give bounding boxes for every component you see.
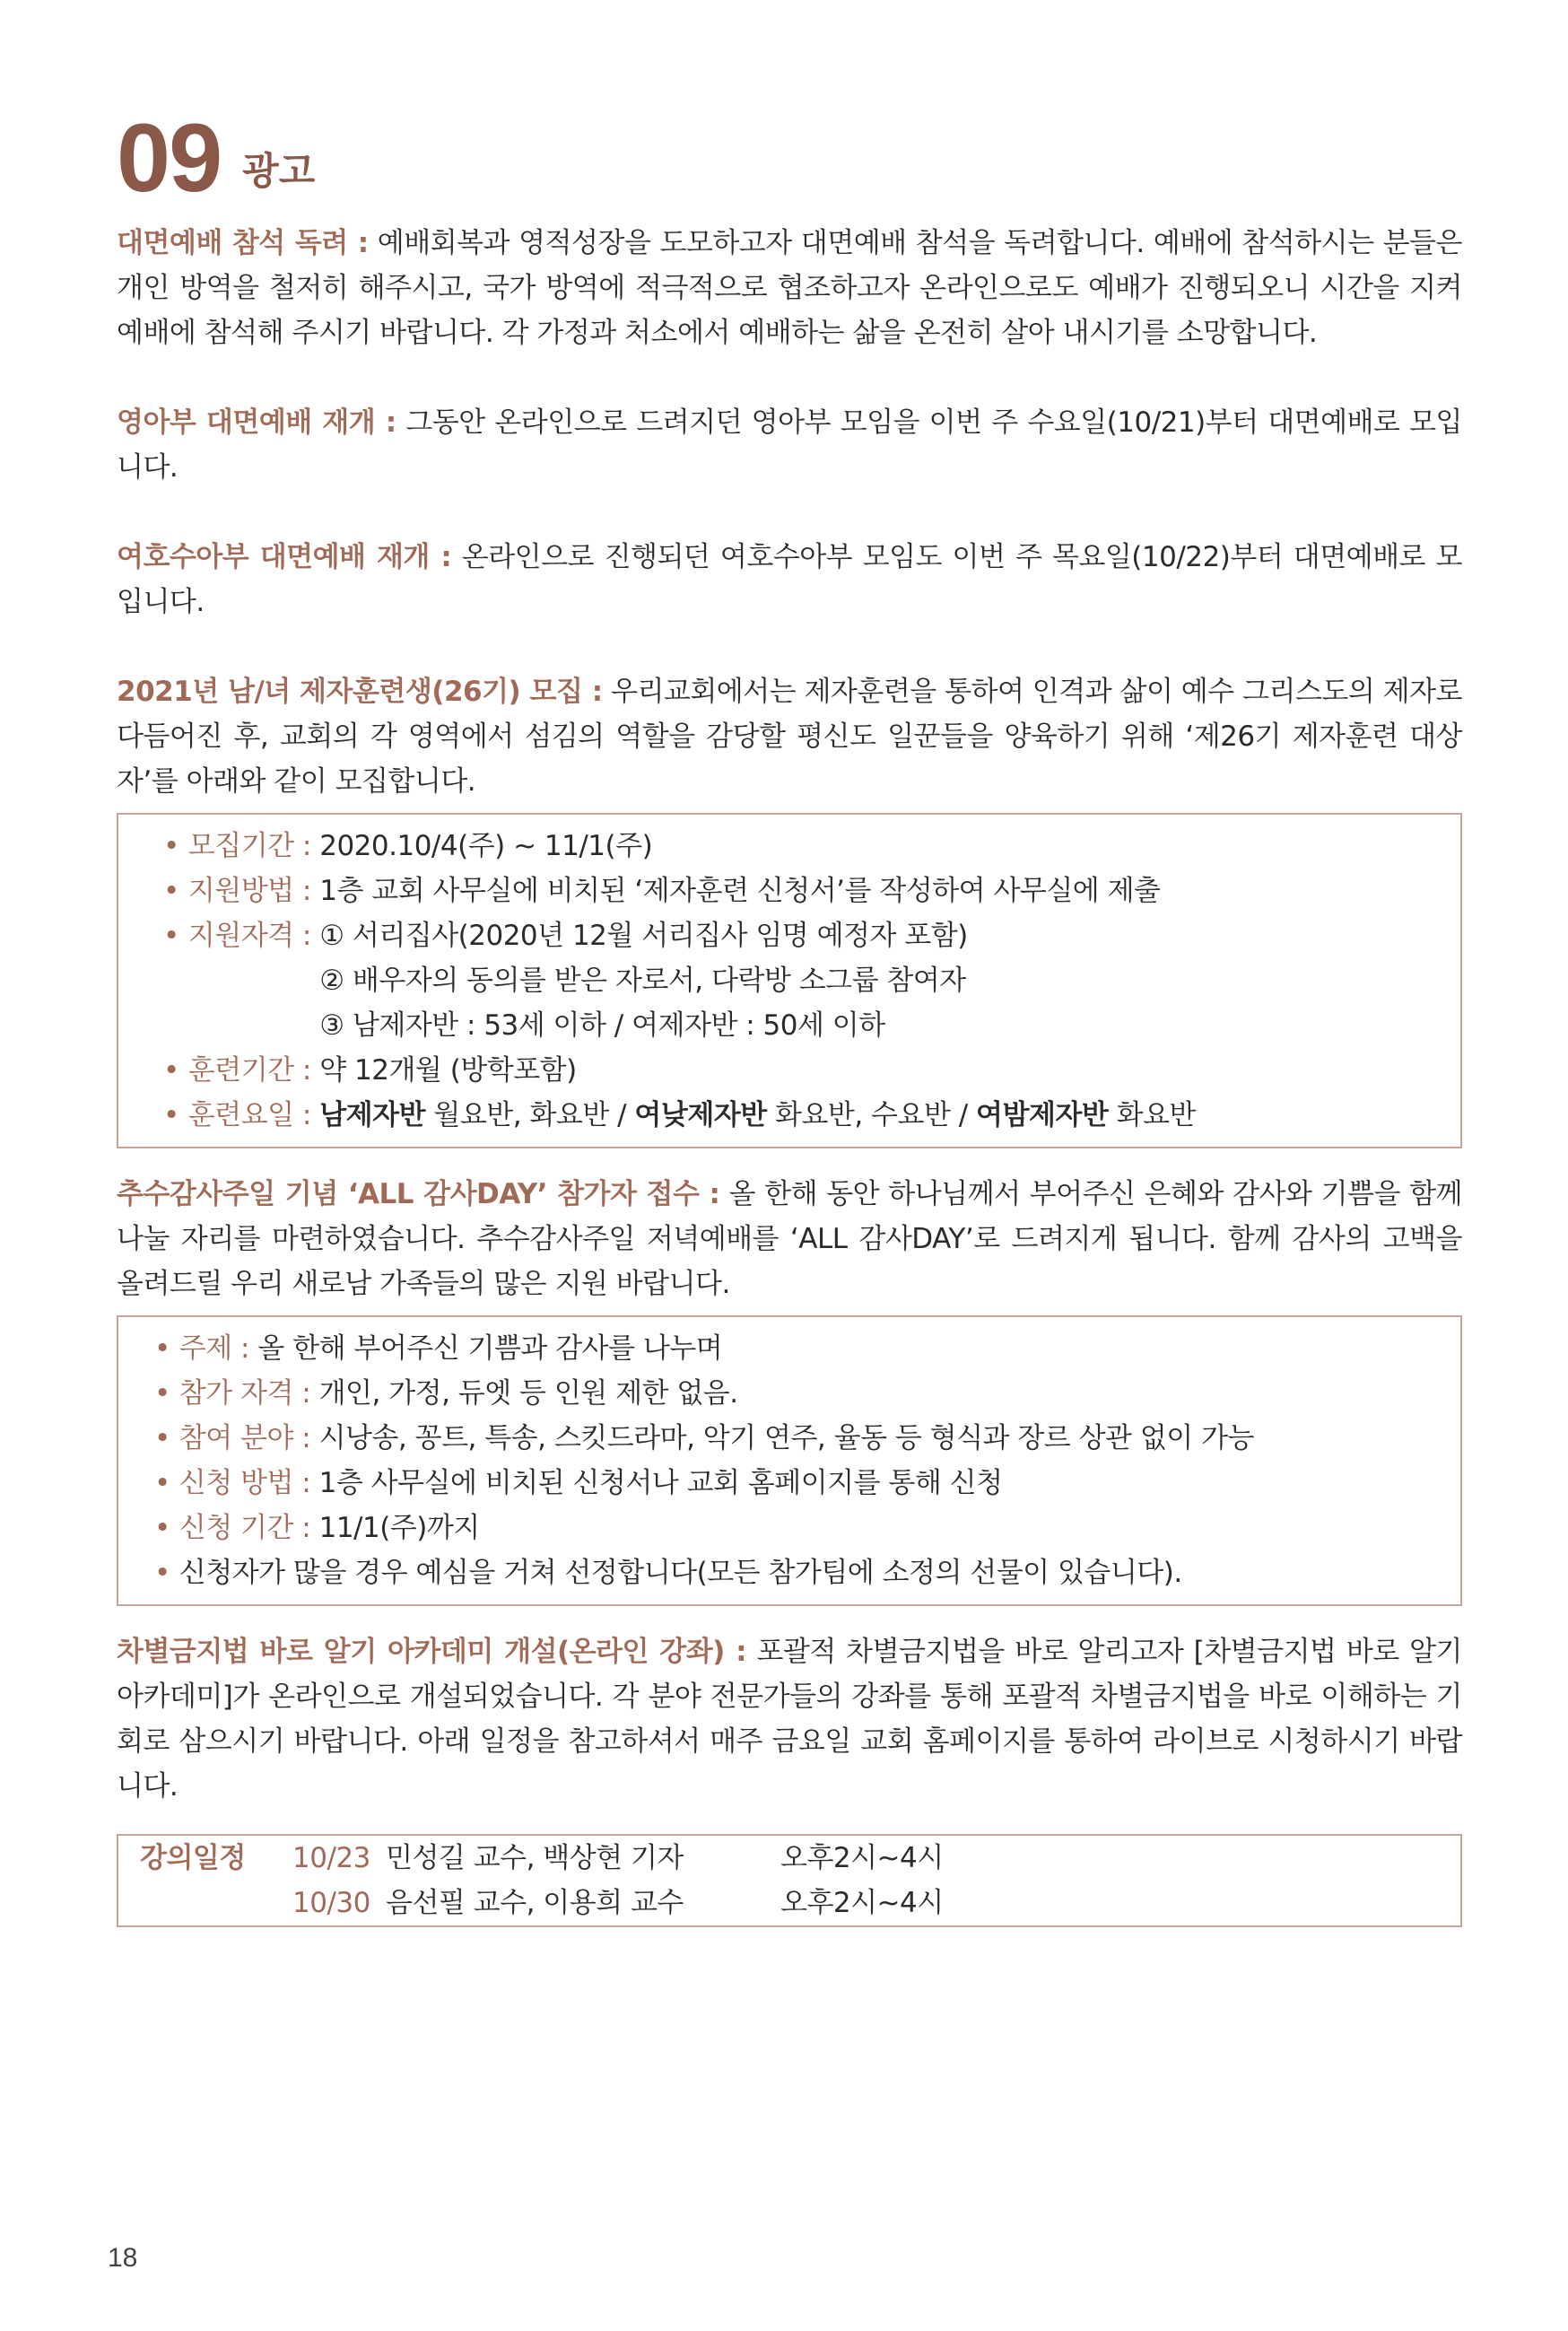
schedule-lecturers: 음선필 교수, 이용희 교수 bbox=[386, 1887, 684, 1919]
item-text: 올 한해 부어주신 기쁨과 감사를 나누며 bbox=[257, 1332, 723, 1365]
item-label: 지원방법 : bbox=[187, 875, 320, 907]
list-item bbox=[154, 1326, 1460, 1371]
schedule-time: 오후2시~4시 bbox=[780, 1887, 944, 1919]
class-days: 화요반, 수요반 / bbox=[766, 1099, 977, 1131]
bullet: • bbox=[154, 1557, 170, 1589]
bullet: • bbox=[163, 830, 179, 862]
bullet: • bbox=[154, 1377, 170, 1410]
notice-label: 차별금지법 바로 알기 아카데미 개설(온라인 강좌) : bbox=[117, 1636, 747, 1668]
item-text: 신청자가 많을 경우 예심을 거쳐 선정합니다(모든 참가팀에 소정의 선물이 있습니다). bbox=[179, 1557, 1182, 1589]
bullet: • bbox=[163, 1099, 179, 1131]
bullet: • bbox=[154, 1422, 170, 1454]
notice-text: 그동안 온라인으로 드려지던 영아부 모임을 이번 주 수요일(10/21)부터 대면예배로 모입니다. bbox=[117, 406, 1463, 484]
schedule-date: 10/30 bbox=[292, 1887, 370, 1919]
item-text: 약 12개월 (방학포함) bbox=[319, 1054, 577, 1087]
list-item bbox=[154, 1371, 1460, 1416]
notice-text: 포괄적 차별금지법을 바로 알리고자 [차별금지법 바로 알기 아카데미]가 온라인으로 개설되었습니다. 각 분야 전문가들의 강좌를 통해 포괄적 차별금지법을 바로 이해하는 기회로 삼으시기 바랍니다. 아래 일정을 참고하셔서 매주 금요일 교회 홈페이지를 통하여 라이브로 시청하시기 바랍니다. bbox=[117, 1636, 1463, 1803]
notice-label: 여호수아부 대면예배 재개 : bbox=[117, 541, 452, 573]
item-label: 참여 분야 : bbox=[179, 1422, 319, 1454]
item-text: ③ 남제자반 : 53세 이하 / 여제자반 : 50세 이하 bbox=[319, 1009, 885, 1042]
notice-thanksgiving-event bbox=[117, 1172, 1462, 1306]
notice-text: 우리교회에서는 제자훈련을 통하여 인격과 삶이 예수 그리스도의 제자로 다듬어진 후, 교회의 각 영역에서 섬김의 역할을 감당할 평신도 일꾼들을 양육하기 위해 ‘제26기 제자훈련 대상자’를 아래와 같이 모집합니다. bbox=[117, 676, 1462, 798]
item-label: 훈련기간 : bbox=[187, 1054, 320, 1087]
bulletin-page bbox=[117, 103, 1463, 1927]
list-item bbox=[163, 913, 1460, 1048]
bullet: • bbox=[154, 1512, 170, 1544]
lecture-schedule-box bbox=[117, 1834, 1462, 1927]
item-label: 주제 : bbox=[179, 1332, 258, 1365]
list-item bbox=[163, 1048, 1460, 1093]
item-label: 신청 기간 : bbox=[179, 1512, 319, 1544]
notice-text: 올 한해 동안 하나님께서 부어주신 은혜와 감사와 기쁨을 함께 나눌 자리를 마련하였습니다. 추수감사주일 저녁예배를 ‘ALL 감사DAY’로 드려지게 됩니다. 함께 감사의 고백을 올려드릴 우리 새로남 가족들의 많은 지원 바랍니다. bbox=[117, 1178, 1462, 1300]
notice-label: 추수감사주일 기념 ‘ALL 감사DAY’ 참가자 접수 : bbox=[117, 1178, 720, 1210]
list-item bbox=[154, 1461, 1460, 1506]
list-item bbox=[154, 1506, 1460, 1550]
item-text: 11/1(주)까지 bbox=[318, 1512, 480, 1544]
item-label: 지원자격 : bbox=[187, 920, 320, 952]
schedule-label: 강의일정 bbox=[140, 1842, 246, 1874]
item-label: 신청 방법 : bbox=[179, 1467, 319, 1499]
item-label: 모집기간 : bbox=[187, 830, 320, 862]
bullet: • bbox=[163, 920, 179, 952]
list-item bbox=[154, 1550, 1460, 1595]
item-text: ② 배우자의 동의를 받은 자로서, 다락방 소그룹 참여자 bbox=[319, 965, 966, 997]
table-row bbox=[292, 1881, 1460, 1925]
notice-text: 온라인으로 진행되던 여호수아부 모임도 이번 주 목요일(10/22)부터 대면예배로 모입니다. bbox=[117, 541, 1462, 618]
notice-worship-attendance bbox=[117, 221, 1462, 355]
notice-discipleship-recruit bbox=[117, 669, 1462, 804]
list-item bbox=[163, 824, 1460, 869]
schedule-time: 오후2시~4시 bbox=[780, 1842, 944, 1874]
bullet: • bbox=[163, 875, 179, 907]
schedule-lecturers: 민성길 교수, 백상현 기자 bbox=[386, 1842, 684, 1874]
item-label: 참가 자격 : bbox=[179, 1377, 319, 1410]
list-item bbox=[163, 1093, 1460, 1138]
item-label: 훈련요일 : bbox=[187, 1099, 320, 1131]
item-text: 시낭송, 꽁트, 특송, 스킷드라마, 악기 연주, 율동 등 형식과 장르 상관 없이 가능 bbox=[318, 1422, 1254, 1454]
schedule-rows bbox=[292, 1836, 1460, 1925]
bullet: • bbox=[154, 1467, 170, 1499]
qualification-lines bbox=[319, 913, 968, 1048]
schedule-date: 10/23 bbox=[292, 1842, 370, 1874]
discipleship-details-box bbox=[117, 813, 1462, 1148]
section-title: 광고 bbox=[242, 149, 316, 193]
notice-label: 2021년 남/녀 제자훈련생(26기) 모집 : bbox=[117, 676, 603, 708]
item-text: ① 서리집사(2020년 12월 서리집사 임명 예정자 포함) bbox=[319, 920, 968, 952]
list-item bbox=[163, 869, 1460, 913]
item-text: 1층 사무실에 비치된 신청서나 교회 홈페이지를 통해 신청 bbox=[318, 1467, 1003, 1499]
list-item bbox=[154, 1416, 1460, 1461]
notice-label: 대면예배 참석 독려 : bbox=[117, 227, 369, 259]
section-header bbox=[117, 103, 1462, 212]
class-name: 여밤제자반 bbox=[976, 1099, 1109, 1131]
section-number: 09 bbox=[117, 103, 222, 212]
item-text: 개인, 가정, 듀엣 등 인원 제한 없음. bbox=[318, 1377, 738, 1410]
thanksgiving-details-box bbox=[117, 1315, 1462, 1606]
item-text: 2020.10/4(주) ~ 11/1(주) bbox=[319, 830, 653, 862]
notice-infant-dept bbox=[117, 400, 1462, 490]
notice-text: 예배회복과 영적성장을 도모하고자 대면예배 참석을 독려합니다. 예배에 참석하시는 분들은 개인 방역을 철저히 해주시고, 국가 방역에 적극적으로 협조하고자 온라인으로도 예배가 진행되오니 시간을 지켜 예배에 참석해 주시기 바랍니다. 각 가정과 처소에서 예배하는 삶을 온전히 살아 내시기를 소망합니다. bbox=[117, 227, 1462, 349]
class-name: 남제자반 bbox=[319, 1099, 426, 1131]
table-row bbox=[292, 1836, 1460, 1881]
page-number: 18 bbox=[108, 2243, 138, 2273]
class-days: 월요반, 화요반 / bbox=[425, 1099, 635, 1131]
item-text bbox=[319, 1093, 1196, 1138]
notice-antidiscrimination-academy bbox=[117, 1629, 1462, 1809]
class-name: 여낮제자반 bbox=[634, 1099, 767, 1131]
item-text: 1층 교회 사무실에 비치된 ‘제자훈련 신청서’를 작성하여 사무실에 제출 bbox=[319, 875, 1161, 907]
notice-joshua-dept bbox=[117, 535, 1462, 624]
bullet: • bbox=[163, 1054, 179, 1087]
notice-label: 영아부 대면예배 재개 : bbox=[117, 406, 396, 439]
class-days: 화요반 bbox=[1108, 1099, 1196, 1131]
bullet: • bbox=[154, 1332, 170, 1365]
